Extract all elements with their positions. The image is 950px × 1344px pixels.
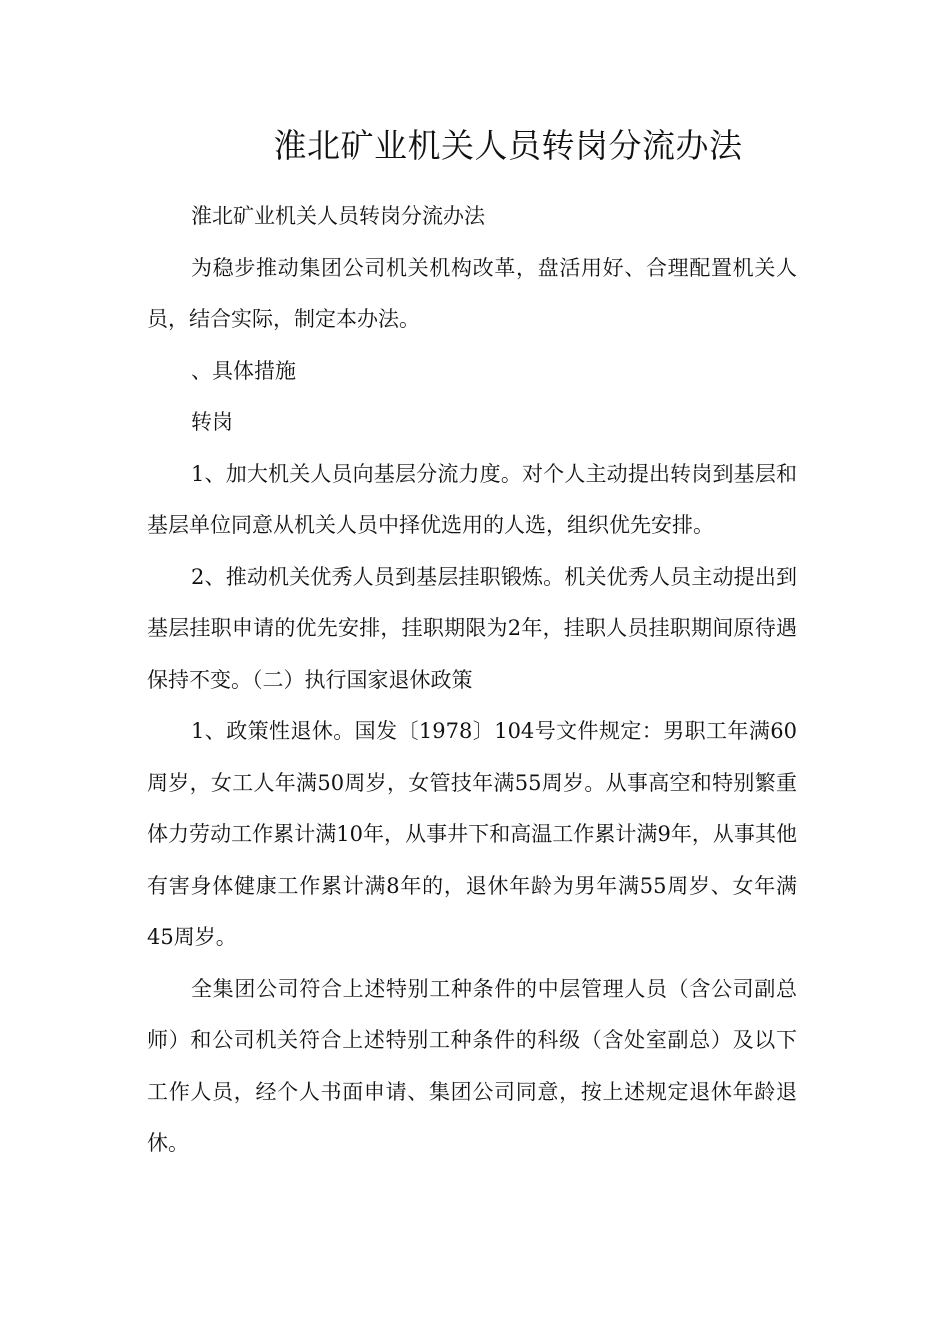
document-body <box>147 191 797 1170</box>
paragraph-item-2: 2、推动机关优秀人员到基层挂职锻炼。机关优秀人员主动提出到基层挂职申请的优先安排，挂职期限为2年，挂职人员挂职期间原待遇保持不变。（二）执行国家退休政策 <box>147 564 797 692</box>
paragraph-intro: 为稳步推动集团公司机关机构改革，盘活用好、合理配置机关人员，结合实际，制定本办法。 <box>147 255 797 331</box>
section-heading-measures: 、具体措施 <box>191 358 296 383</box>
paragraph-retirement-policy: 1、政策性退休。国发〔1978〕104号文件规定：男职工年满60周岁，女工人年满50周岁，女管技年满55周岁。从事高空和特别繁重体力劳动工作累计满10年，从事井下和高温工作累计满9年，从事其他有害身体健康工作累计满8年的，退休年龄为男年满55周岁、女年满45周岁。 <box>147 719 797 949</box>
document-title: 淮北矿业机关人员转岗分流办法 <box>273 126 743 165</box>
paragraph-item-1: 1、加大机关人员向基层分流力度。对个人主动提出转岗到基层和基层单位同意从机关人员中择优选用的人选，组织优先安排。 <box>147 461 797 537</box>
paragraph-special-work-types: 全集团公司符合上述特别工种条件的中层管理人员（含公司副总师）和公司机关符合上述特别工种条件的科级（含处室副总）及以下工作人员，经个人书面申请、集团公司同意，按上述规定退休年龄退休。 <box>147 976 797 1155</box>
paragraph-subtitle: 淮北矿业机关人员转岗分流办法 <box>191 204 485 228</box>
subsection-heading-transfer: 转岗 <box>191 410 233 434</box>
